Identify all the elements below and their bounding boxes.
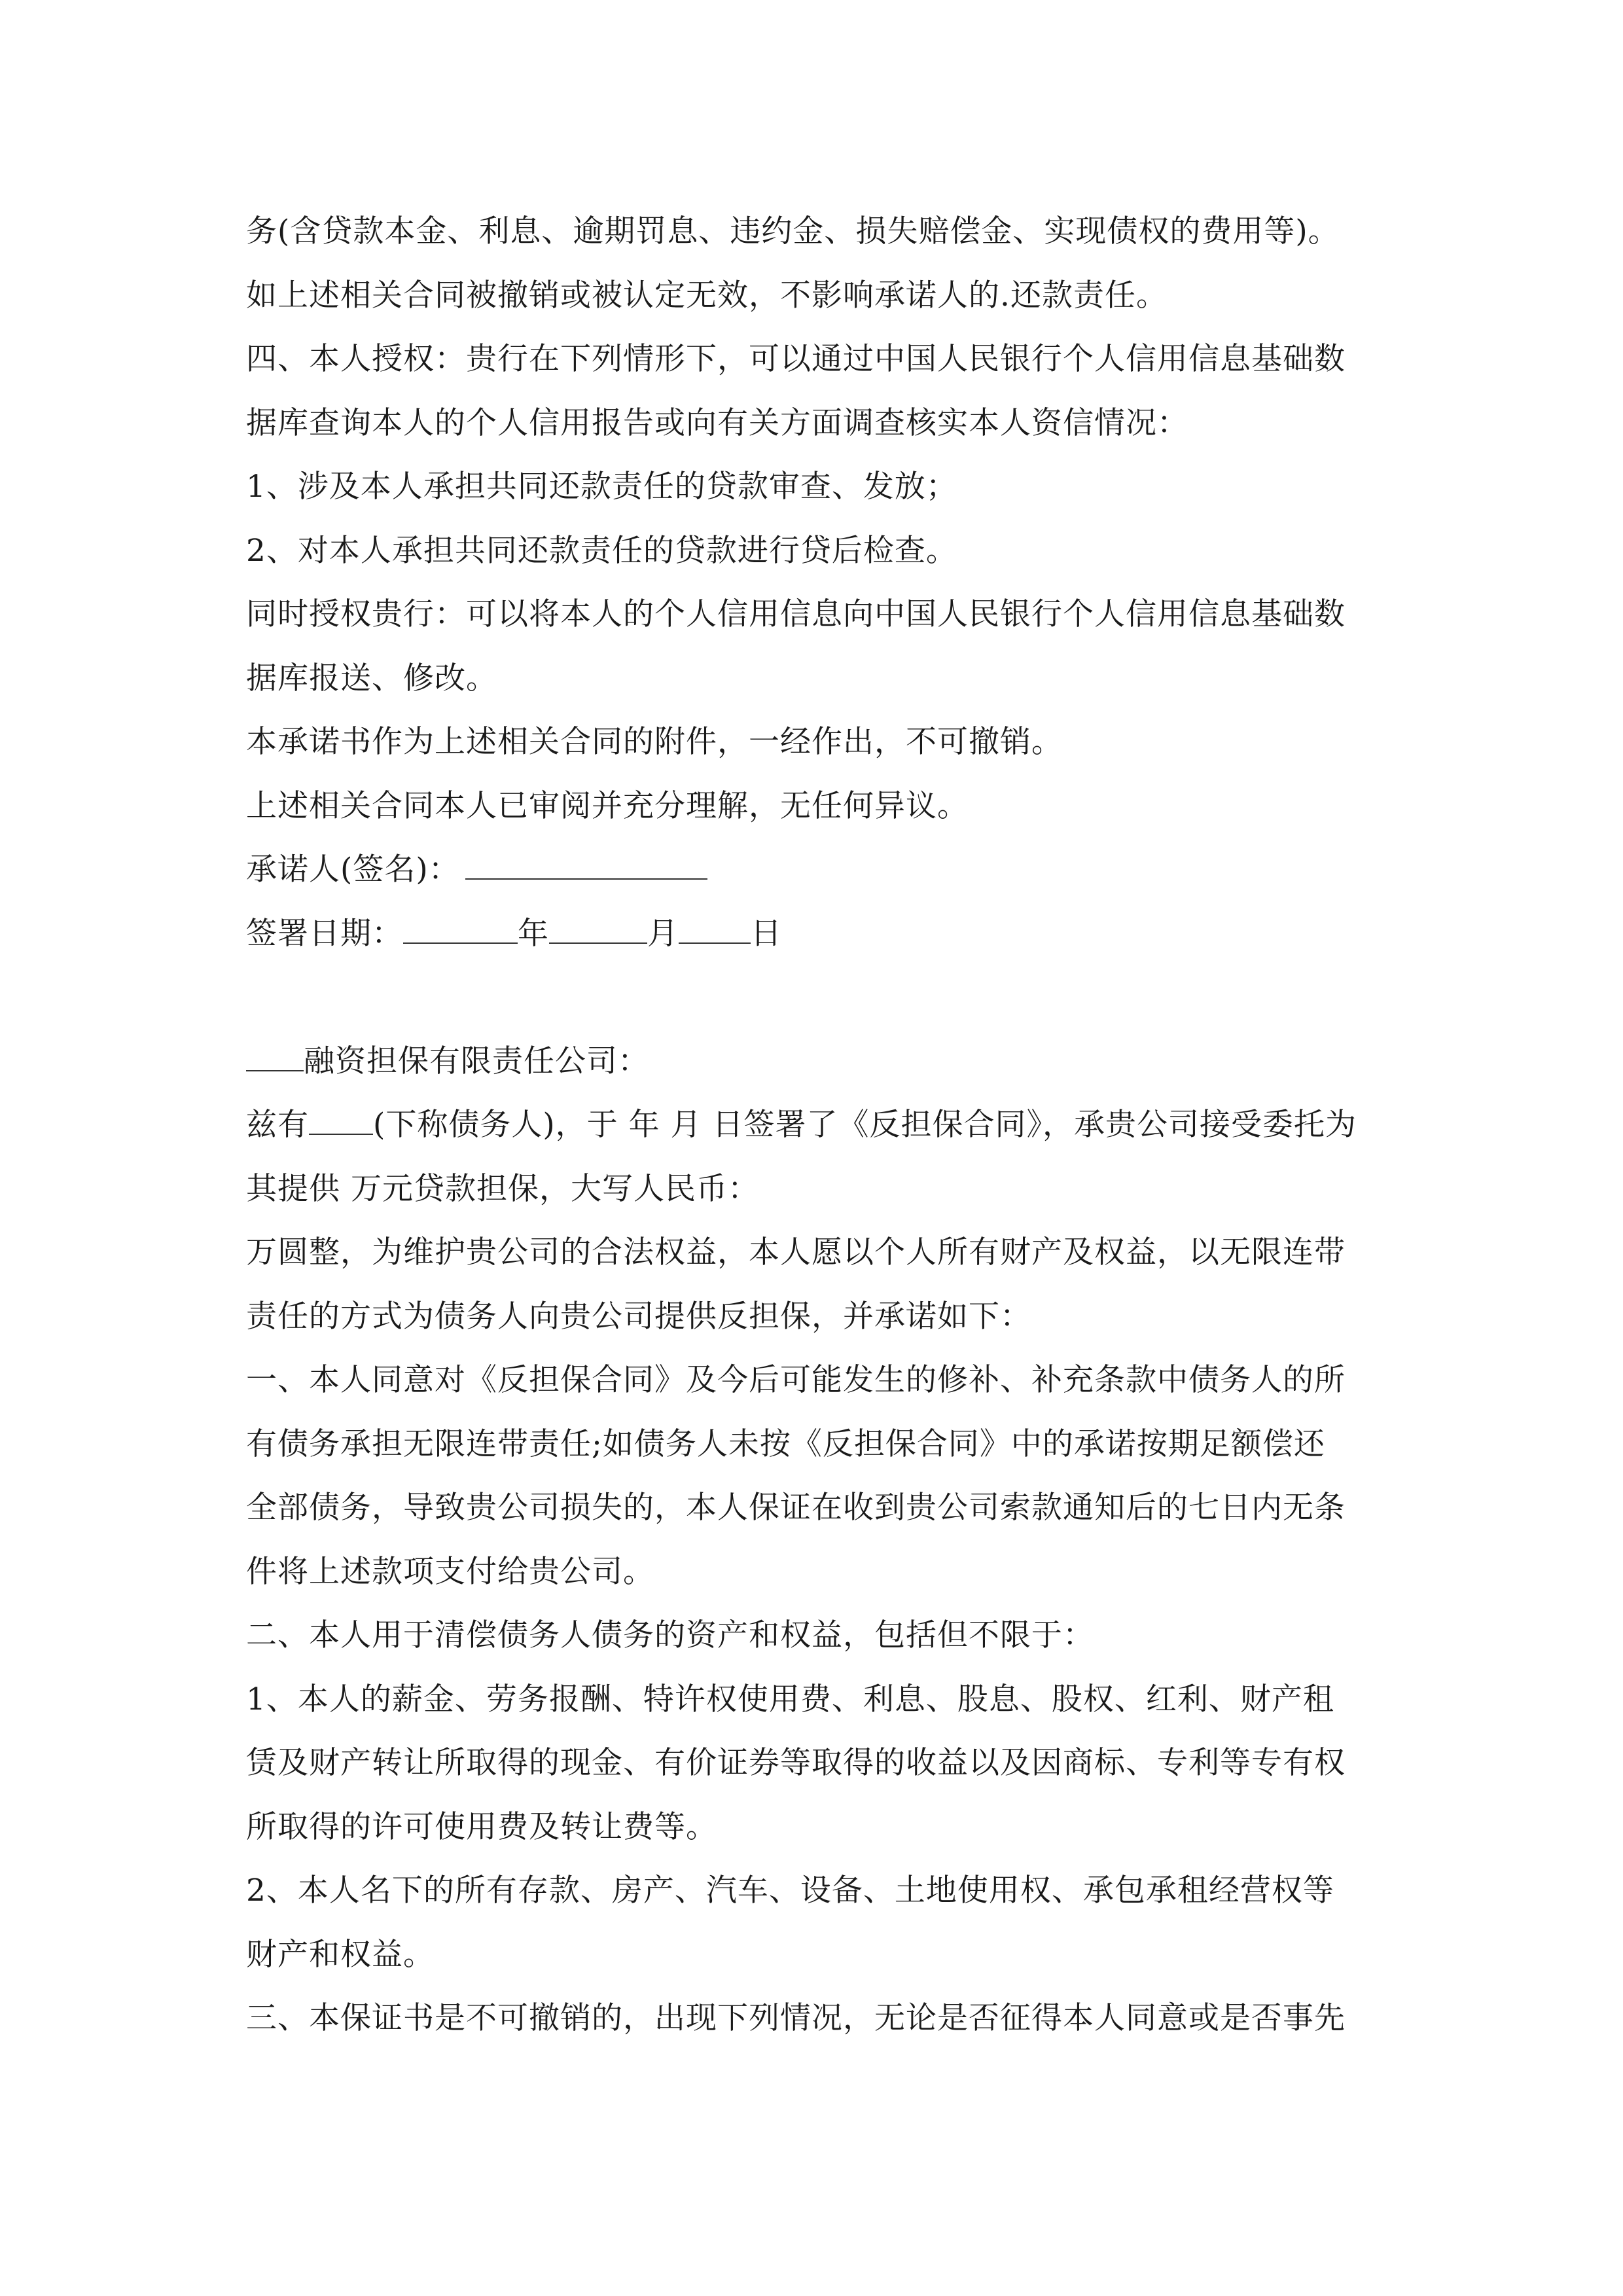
day-blank xyxy=(679,919,751,944)
debtor-intro: 兹有 xyxy=(246,1107,309,1143)
paragraph-line: 其提供 万元贷款担保，大写人民币： xyxy=(246,1170,759,1207)
paragraph-line: 上述相关合同本人已审阅并充分理解，无任何异议。 xyxy=(246,787,969,824)
list-item: 2、对本人承担共同还款责任的贷款进行贷后检查。 xyxy=(246,532,957,569)
paragraph-line: 据库报送、修改。 xyxy=(246,660,497,696)
paragraph-line: 全部债务，导致贵公司损失的，本人保证在收到贵公司索款通知后的七日内无条 xyxy=(246,1490,1346,1526)
document-body xyxy=(246,200,1385,2051)
sign-date-label: 签署日期： xyxy=(246,915,403,952)
paragraph-line: 万圆整，为维护贵公司的合法权益，本人愿以个人所有财产及权益，以无限连带 xyxy=(246,1234,1346,1270)
paragraph-line: 如上述相关合同被撤销或被认定无效，不影响承诺人的.还款责任。 xyxy=(246,277,1168,314)
paragraph-line: 据库查询本人的个人信用报告或向有关方面调查核实本人资信情况： xyxy=(246,404,1188,441)
month-label: 月 xyxy=(647,915,679,952)
debtor-intro-rest: (下称债务人)，于 年 月 日签署了《反担保合同》，承贵公司接受委托为 xyxy=(373,1107,1357,1143)
signature-blank xyxy=(465,855,707,880)
list-item: 1、本人的薪金、劳务报酬、特许权使用费、利息、股息、股权、红利、财产租 xyxy=(246,1681,1334,1717)
year-label: 年 xyxy=(518,915,549,952)
paragraph-line: 责任的方式为债务人向贵公司提供反担保，并承诺如下： xyxy=(246,1298,1031,1335)
paragraph-line: 务(含贷款本金、利息、逾期罚息、违约金、损失赔偿金、实现债权的费用等)。 xyxy=(246,213,1340,249)
section-gap xyxy=(246,965,1385,1030)
signature-label: 承诺人(签名)： xyxy=(246,852,460,888)
paragraph-line: 件将上述款项支付给贵公司。 xyxy=(246,1553,654,1590)
section-two-heading: 二、本人用于清偿债务人债务的资产和权益，包括但不限于： xyxy=(246,1617,1094,1653)
list-item: 1、涉及本人承担共同还款责任的贷款审查、发放； xyxy=(246,469,957,505)
paragraph-line: 同时授权贵行：可以将本人的个人信用信息向中国人民银行个人信用信息基础数 xyxy=(246,596,1346,632)
section-three-heading: 三、本保证书是不可撤销的，出现下列情况，无论是否征得本人同意或是否事先 xyxy=(246,2000,1346,2036)
salutation-line xyxy=(246,1030,1385,1094)
section-one-heading: 一、本人同意对《反担保合同》及今后可能发生的修补、补充条款中债务人的所 xyxy=(246,1362,1346,1398)
paragraph-line xyxy=(246,1093,1385,1157)
sign-date-line xyxy=(246,902,1385,966)
paragraph-line: 有债务承担无限连带责任;如债务人未按《反担保合同》中的承诺按期足额偿还 xyxy=(246,1426,1325,1462)
signature-line xyxy=(246,838,1385,902)
list-item: 2、本人名下的所有存款、房产、汽车、设备、土地使用权、承包承租经营权等 xyxy=(246,1873,1334,1909)
paragraph-line: 财产和权益。 xyxy=(246,1936,435,1973)
month-blank xyxy=(549,919,647,944)
day-label: 日 xyxy=(751,915,782,952)
paragraph-line: 所取得的许可使用费及转让费等。 xyxy=(246,1808,717,1845)
paragraph-line: 本承诺书作为上述相关合同的附件，一经作出，不可撤销。 xyxy=(246,724,1063,760)
year-blank xyxy=(403,919,518,944)
debtor-name-blank xyxy=(309,1110,373,1135)
company-name-blank xyxy=(246,1047,304,1071)
salutation: 融资担保有限责任公司： xyxy=(304,1043,649,1079)
section-four-heading: 四、本人授权：贵行在下列情形下，可以通过中国人民银行个人信用信息基础数 xyxy=(246,341,1346,377)
paragraph-line: 赁及财产转让所取得的现金、有价证券等取得的收益以及因商标、专利等专有权 xyxy=(246,1745,1346,1781)
